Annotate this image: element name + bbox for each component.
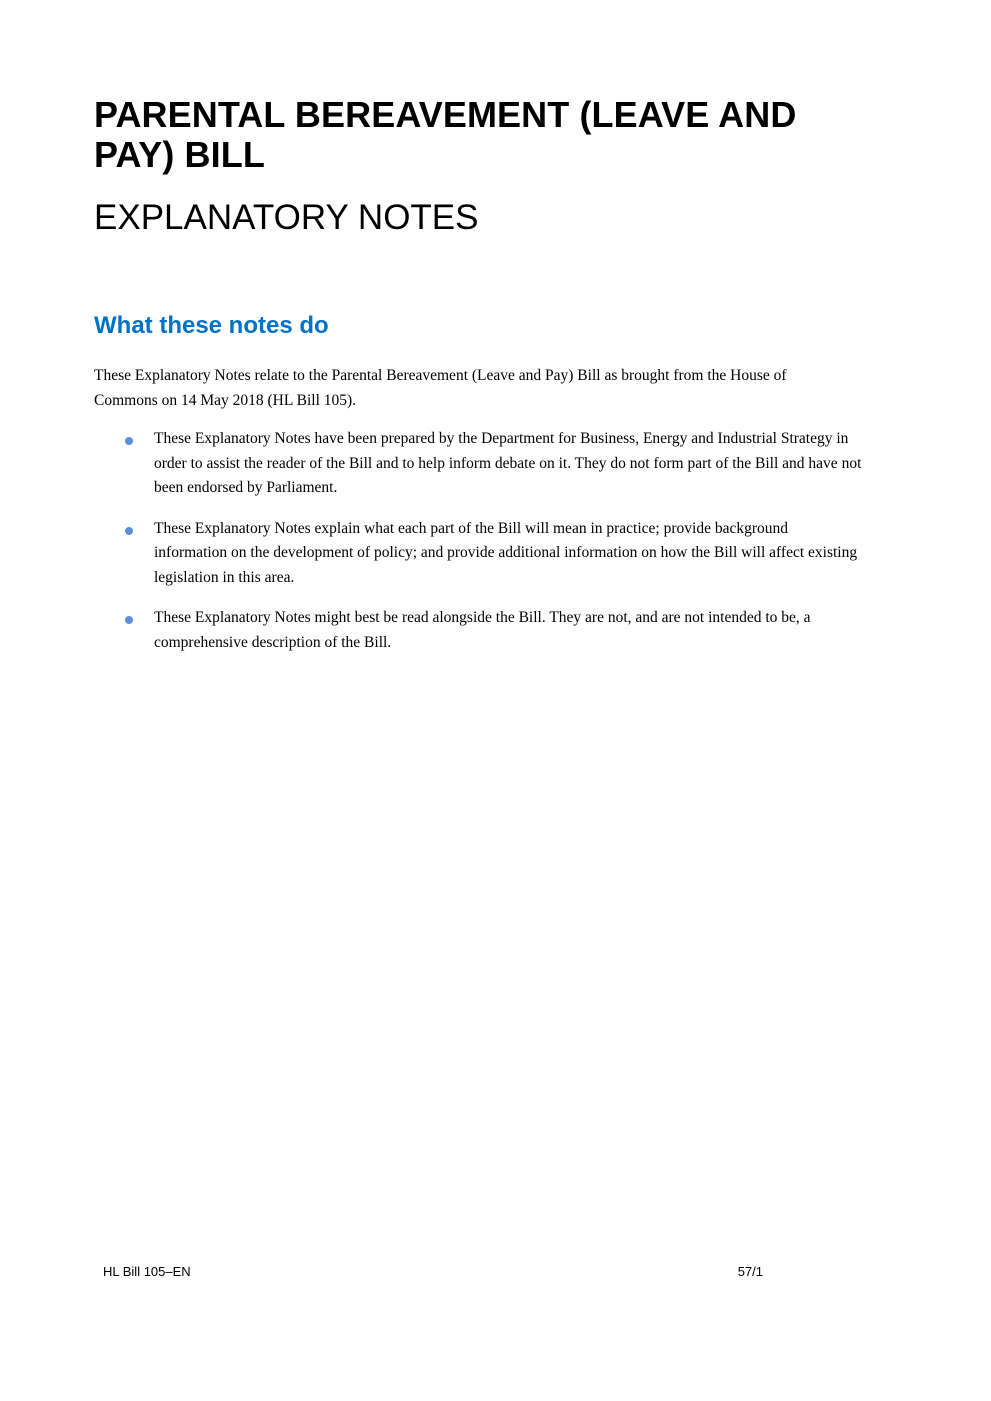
bullet-dot-icon [125,527,133,535]
bullet-dot-icon [125,437,133,445]
footer-bill-reference: HL Bill 105–EN [103,1264,191,1279]
bullet-item [94,517,864,591]
bullet-item [94,606,864,655]
bullet-dot-icon [125,616,133,624]
page-title: PARENTAL BEREAVEMENT (LEAVE AND PAY) BILL [94,94,797,175]
bullet-text: These Explanatory Notes might best be read alongside the Bill. They are not, and are not intended to be, a comprehensive description of the Bill. [154,609,811,651]
bullet-text: These Explanatory Notes explain what each part of the Bill will mean in practice; provide background information on the development of policy; and provide additional information on how the Bill will affect existing legislation in this area. [154,519,858,586]
section-heading: What these notes do [94,312,329,339]
bullet-item [94,427,864,501]
bullet-text: These Explanatory Notes have been prepared by the Department for Business, Energy and Industrial Strategy in order to assist the reader of the Bill and to help inform debate on it. They do not form part of the Bill and have not been endorsed by Parliament. [154,430,862,496]
footer-page-code: 57/1 [737,1264,763,1279]
page-subtitle: EXPLANATORY NOTES [94,198,479,237]
intro-paragraph: These Explanatory Notes relate to the Parental Bereavement (Leave and Pay) Bill as brought from the House of Commons on 14 May 2018 (HL Bill 105). [94,367,787,409]
bullet-list [94,427,864,671]
